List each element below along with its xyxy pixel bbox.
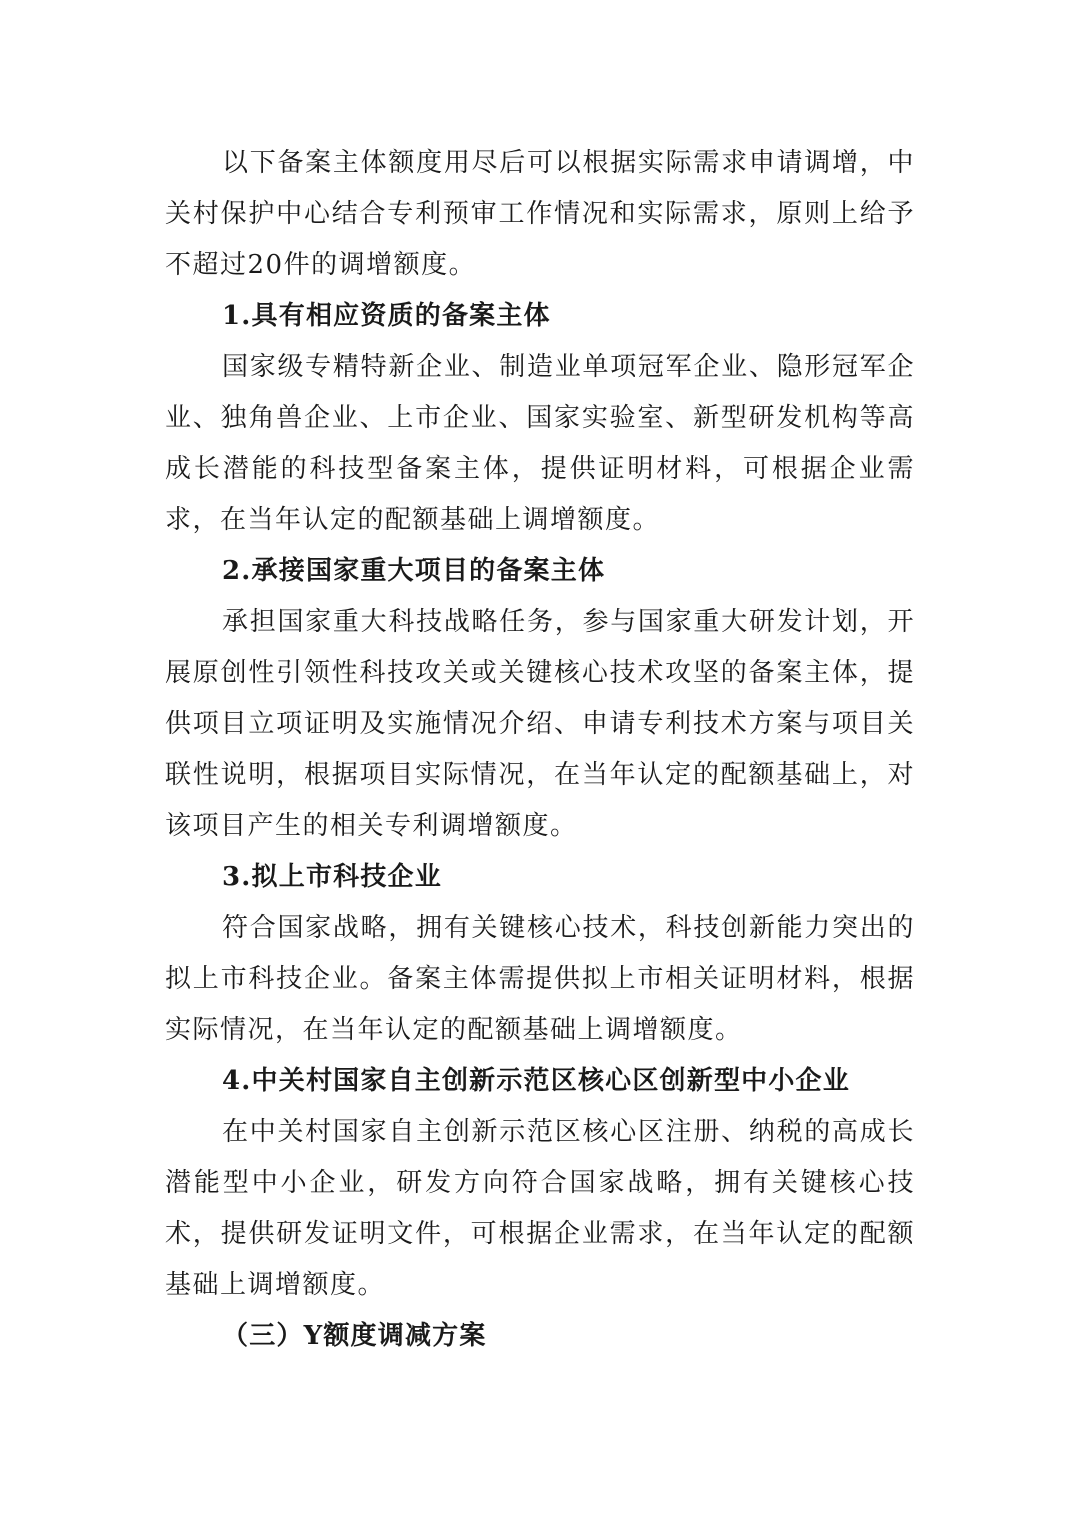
closing-heading: （三）Y额度调减方案 xyxy=(222,1321,487,1351)
section-body-2: 承担国家重大科技战略任务，参与国家重大研发计划，开展原创性引领性科技攻关或关键核心技术攻坚的备案主体，提供项目立项证明及实施情况介绍、申请专利技术方案与项目关联性说明，根据项目实际情况，在当年认定的配额基础上，对该项目产生的相关专利调增额度。 xyxy=(165,607,915,841)
section-body-1: 国家级专精特新企业、制造业单项冠军企业、隐形冠军企业、独角兽企业、上市企业、国家实验室、新型研发机构等高成长潜能的科技型备案主体，提供证明材料，可根据企业需求，在当年认定的配额基础上调增额度。 xyxy=(165,352,915,535)
section-heading-1: 1.具有相应资质的备案主体 xyxy=(222,301,551,331)
intro-paragraph: 以下备案主体额度用尽后可以根据实际需求申请调增，中关村保护中心结合专利预审工作情况和实际需求，原则上给予不超过20件的调增额度。 xyxy=(165,148,915,280)
document-page xyxy=(165,138,915,1362)
section-heading-2: 2.承接国家重大项目的备案主体 xyxy=(222,556,606,586)
section-heading-4: 4.中关村国家自主创新示范区核心区创新型中小企业 xyxy=(222,1066,850,1096)
section-body-3: 符合国家战略，拥有关键核心技术，科技创新能力突出的拟上市科技企业。备案主体需提供拟上市相关证明材料，根据实际情况，在当年认定的配额基础上调增额度。 xyxy=(165,913,915,1045)
section-body-4: 在中关村国家自主创新示范区核心区注册、纳税的高成长潜能型中小企业，研发方向符合国家战略，拥有关键核心技术，提供研发证明文件，可根据企业需求，在当年认定的配额基础上调增额度。 xyxy=(165,1117,915,1300)
section-heading-3: 3.拟上市科技企业 xyxy=(222,862,442,892)
